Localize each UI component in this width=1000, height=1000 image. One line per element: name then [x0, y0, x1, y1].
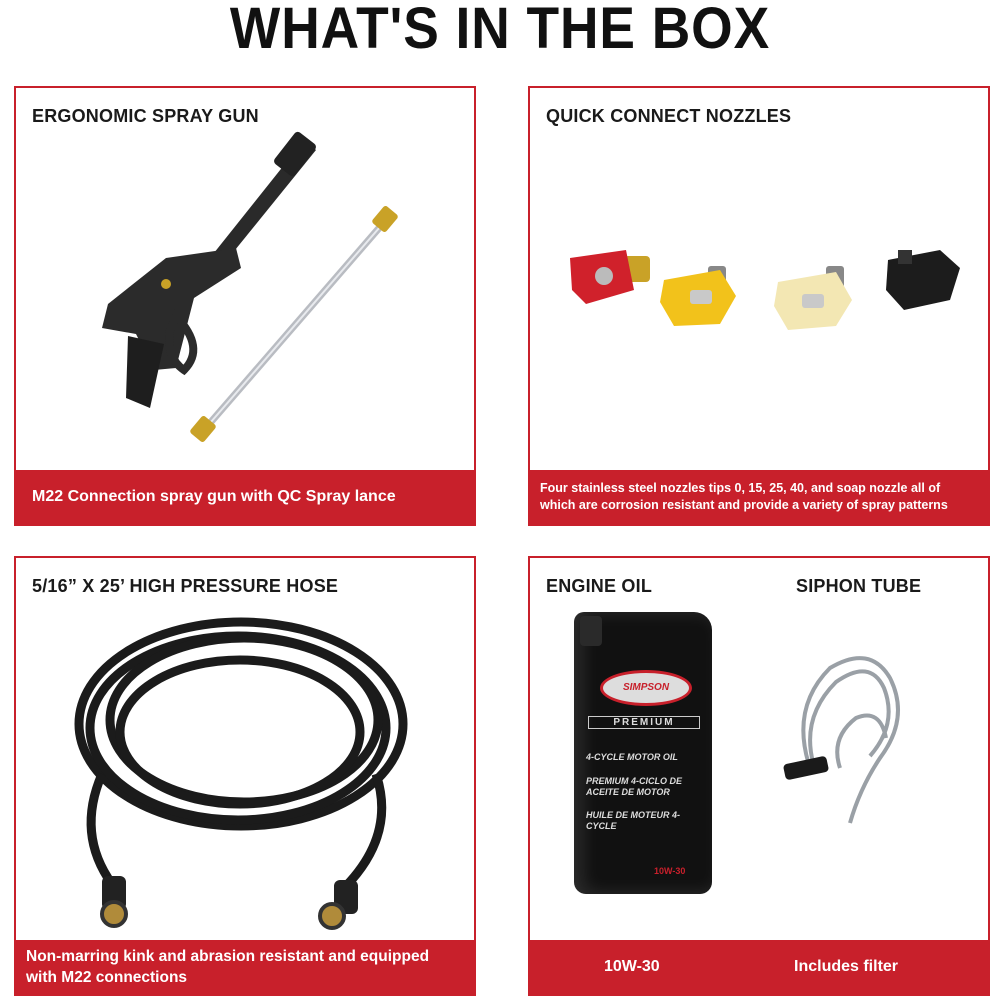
- oil-siphon-caption-bar: [530, 940, 988, 994]
- hose-panel: [14, 556, 476, 996]
- simpson-logo: [600, 670, 692, 706]
- hose-image: [16, 604, 476, 934]
- nozzles-title: QUICK CONNECT NOZZLES: [546, 106, 792, 126]
- pouch-premium: PREMIUM: [588, 716, 700, 729]
- hose-title: 5/16” X 25’ HIGH PRESSURE HOSE: [32, 576, 339, 596]
- nozzles-caption: Four stainless steel nozzles tips 0, 15, 25, 40, and soap nozzle all of which are corrosion resistant and provide a variety of spray patterns: [540, 481, 948, 512]
- spray-gun-caption: M22 Connection spray gun with QC Spray lance: [32, 488, 396, 505]
- spray-gun-panel: [14, 86, 476, 526]
- hose-caption: Non-marring kink and abrasion resistant and equipped with M22 connections: [26, 948, 430, 986]
- spray-gun-title: ERGONOMIC SPRAY GUN: [32, 106, 259, 126]
- spray-lance-icon: [189, 205, 399, 443]
- yellow-nozzle-icon: [660, 266, 736, 326]
- spray-gun-caption-bar: [16, 470, 474, 524]
- pouch-line2: PREMIUM 4-CICLO DE ACEITE DE MOTOR: [586, 776, 683, 797]
- spray-gun-icon: [102, 130, 318, 408]
- page-title: WHAT'S IN THE BOX: [229, 0, 771, 61]
- hose-caption-bar: [16, 940, 474, 994]
- white-nozzle-icon: [774, 266, 852, 330]
- nozzles-panel: [528, 86, 990, 526]
- pouch-line3: HUILE DE MOTEUR 4-CYCLE: [586, 810, 681, 831]
- nozzles-caption-bar: [530, 470, 988, 524]
- siphon-tube-title: SIPHON TUBE: [796, 576, 922, 596]
- hose-coil-icon: [79, 622, 403, 886]
- pouch-spout-icon: [580, 616, 602, 646]
- spray-gun-image: [16, 108, 476, 488]
- pouch-line1: 4-CYCLE MOTOR OIL: [586, 752, 678, 762]
- hose-fitting-left-icon: [102, 876, 126, 926]
- siphon-tube-image: [770, 648, 940, 838]
- red-nozzle-icon: [570, 250, 650, 304]
- siphon-caption: Includes filter: [794, 958, 899, 975]
- oil-caption: 10W-30: [604, 958, 660, 975]
- pouch-grade: 10W-30: [654, 866, 686, 876]
- oil-siphon-panel: [528, 556, 990, 996]
- nozzles-image: [530, 238, 990, 358]
- oil-pouch-image: [574, 612, 712, 894]
- pouch-brand: SIMPSON: [622, 682, 670, 693]
- siphon-tube-icon: [803, 658, 898, 823]
- engine-oil-title: ENGINE OIL: [546, 576, 653, 596]
- black-soap-nozzle-icon: [886, 250, 960, 310]
- hose-fitting-right-icon: [320, 880, 358, 928]
